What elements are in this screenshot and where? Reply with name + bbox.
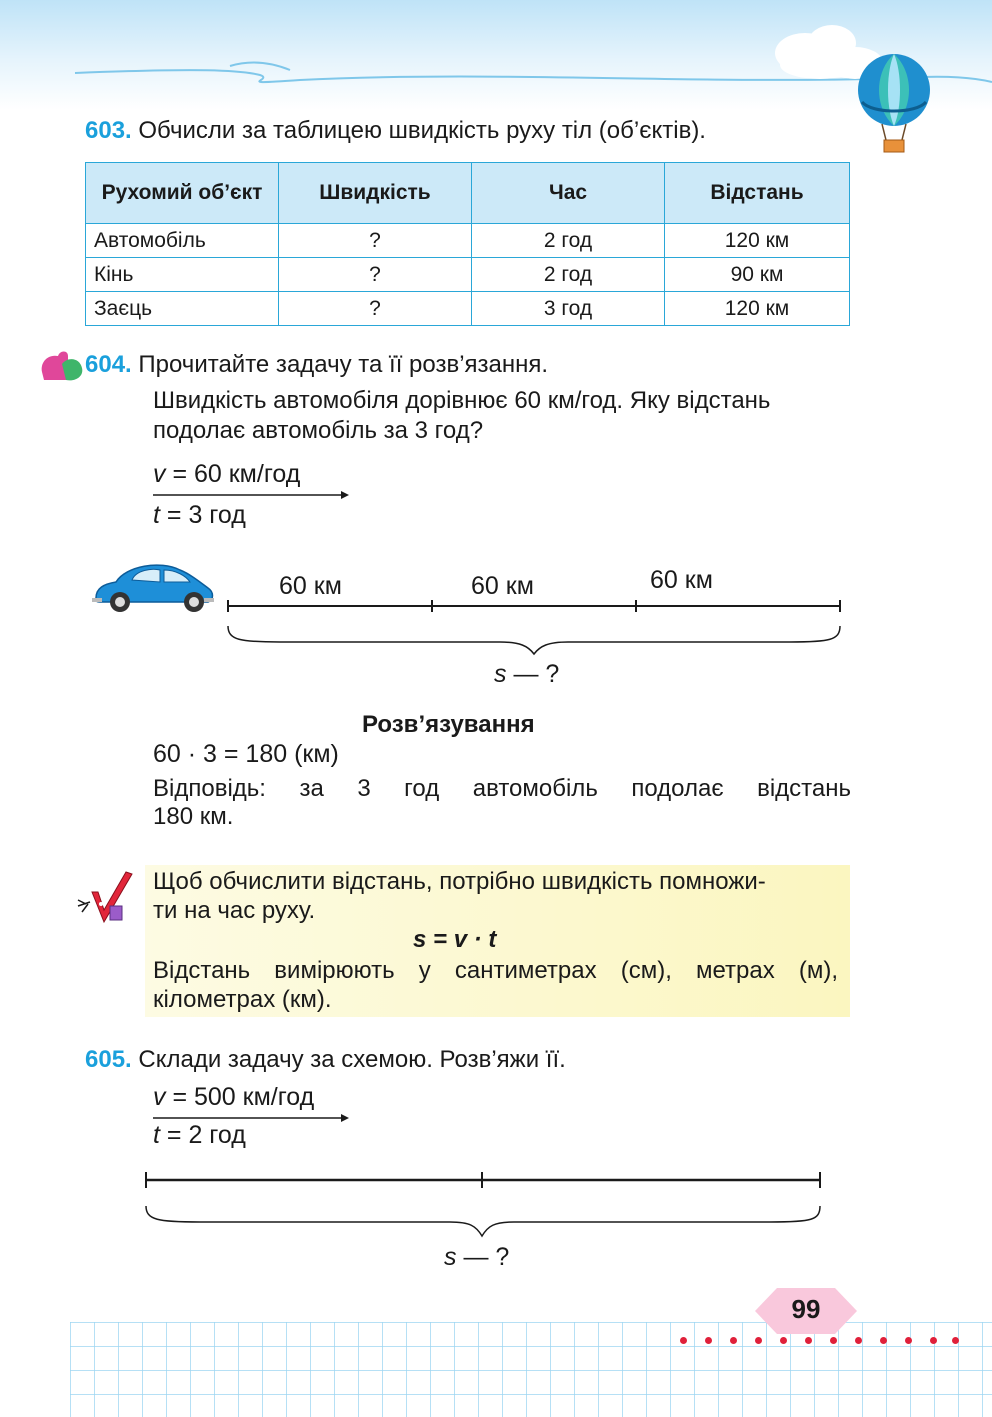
variable-v: v bbox=[153, 460, 166, 488]
column-header: Рухомий об’єкт bbox=[86, 163, 279, 224]
task-603-heading bbox=[85, 116, 706, 146]
answer-line: Відповідь: за 3 год автомобіль подолає відстань bbox=[153, 775, 851, 802]
table-header-row bbox=[86, 163, 850, 224]
solution-title: Розв’язування bbox=[362, 711, 535, 738]
segment-label: 60 км bbox=[279, 572, 342, 600]
time-given bbox=[153, 499, 246, 531]
column-header: Час bbox=[472, 163, 665, 224]
task-text: Обчисли за таблицею швидкість руху тіл (об’єктів). bbox=[138, 117, 706, 144]
task-text: Прочитайте задачу та її розв’язання. bbox=[138, 351, 549, 378]
solution-equation: 60 · 3 = 180 (км) bbox=[153, 740, 339, 768]
page-number: 99 bbox=[791, 1294, 821, 1324]
rule-line: ти на час руху. bbox=[153, 897, 316, 924]
footer-grid bbox=[70, 1322, 992, 1417]
motion-table bbox=[85, 162, 850, 326]
velocity-given bbox=[153, 1081, 314, 1113]
table-cell: ? bbox=[279, 292, 472, 326]
distance-diagram bbox=[220, 596, 850, 656]
table-cell: Заєць bbox=[86, 292, 279, 326]
table-cell: 120 км bbox=[665, 292, 850, 326]
variable-s: s bbox=[494, 660, 507, 688]
velocity-given bbox=[153, 458, 300, 490]
distance-diagram bbox=[140, 1170, 830, 1240]
variable-v: v bbox=[153, 1083, 166, 1111]
puzzle-icon bbox=[38, 350, 86, 384]
table-cell: ? bbox=[279, 224, 472, 258]
table-cell: 90 км bbox=[665, 258, 850, 292]
table-cell: 2 год bbox=[472, 224, 665, 258]
velocity-value: = 60 км/год bbox=[165, 460, 301, 488]
column-header: Відстань bbox=[665, 163, 850, 224]
distance-unknown bbox=[494, 660, 559, 689]
time-given bbox=[153, 1119, 246, 1151]
rule-line: кілометрах (км). bbox=[153, 986, 332, 1013]
column-header: Швидкість bbox=[279, 163, 472, 224]
variable-t: t bbox=[153, 1121, 160, 1149]
problem-text-line: подолає автомобіль за 3 год? bbox=[153, 417, 484, 444]
unknown-mark: — ? bbox=[506, 660, 560, 688]
velocity-value: = 500 км/год bbox=[165, 1083, 315, 1111]
segment-label: 60 км bbox=[650, 566, 713, 594]
task-number: 604. bbox=[85, 351, 132, 378]
table-row bbox=[86, 224, 850, 258]
time-value: = 3 год bbox=[159, 501, 246, 529]
rule-line: Щоб обчислити відстань, потрібно швидкість помножи- bbox=[153, 868, 766, 895]
variable-t: t bbox=[153, 501, 160, 529]
hot-air-balloon-icon bbox=[852, 52, 936, 156]
problem-text-line: Швидкість автомобіля дорівнює 60 км/год. Яку відстань bbox=[153, 387, 771, 414]
task-number: 603. bbox=[85, 117, 132, 144]
table-row bbox=[86, 258, 850, 292]
table-cell: Автомобіль bbox=[86, 224, 279, 258]
task-605-heading bbox=[85, 1045, 566, 1075]
distance-formula: s = v · t bbox=[413, 926, 497, 953]
table-cell: 3 год bbox=[472, 292, 665, 326]
segment-label: 60 км bbox=[471, 572, 534, 600]
table-cell: Кінь bbox=[86, 258, 279, 292]
checkmark-mascot-icon bbox=[74, 870, 138, 928]
answer-line: 180 км. bbox=[153, 803, 234, 830]
table-cell: 2 год bbox=[472, 258, 665, 292]
rule-line: Відстань вимірюють у сантиметрах (см), метрах (м), bbox=[153, 957, 838, 984]
car-icon bbox=[90, 558, 218, 614]
task-text: Склади задачу за схемою. Розв’яжи її. bbox=[138, 1046, 566, 1073]
unknown-mark: — ? bbox=[456, 1243, 510, 1271]
distance-unknown bbox=[444, 1243, 509, 1272]
variable-s: s bbox=[444, 1243, 457, 1271]
time-value: = 2 год bbox=[159, 1121, 246, 1149]
table-cell: ? bbox=[279, 258, 472, 292]
task-number: 605. bbox=[85, 1046, 132, 1073]
task-604-heading bbox=[85, 350, 548, 380]
table-cell: 120 км bbox=[665, 224, 850, 258]
table-row bbox=[86, 292, 850, 326]
